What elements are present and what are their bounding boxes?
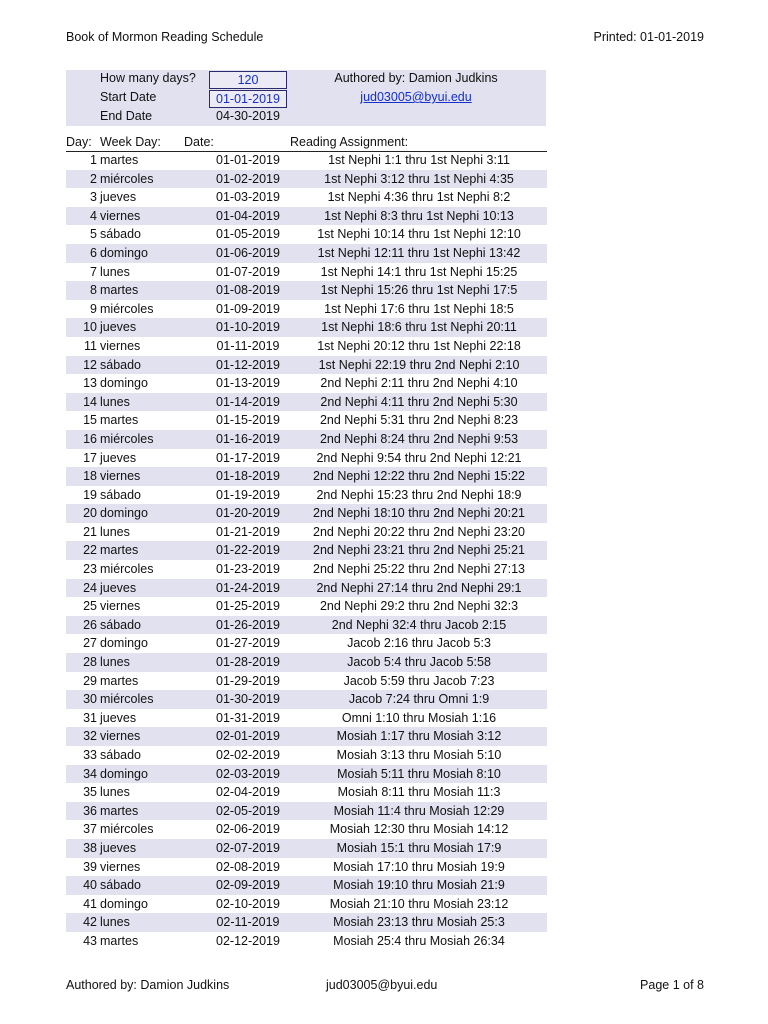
- table-row: [66, 876, 547, 895]
- start-date-label: Start Date: [100, 90, 157, 104]
- row-reading: Jacob 2:16 thru Jacob 5:3: [347, 636, 491, 651]
- table-row: [66, 541, 547, 560]
- row-reading: 2nd Nephi 23:21 thru 2nd Nephi 25:21: [313, 543, 525, 558]
- row-date: 02-05-2019: [216, 803, 280, 818]
- table-row: [66, 765, 547, 784]
- end-date-label: End Date: [100, 109, 153, 123]
- row-reading: 1st Nephi 18:6 thru 1st Nephi 20:11: [321, 320, 517, 335]
- row-weekday: martes: [100, 803, 139, 818]
- row-date: 01-06-2019: [216, 245, 280, 260]
- row-day: 36: [83, 803, 97, 818]
- row-day: 6: [90, 245, 97, 260]
- row-reading: Mosiah 23:13 thru Mosiah 25:3: [333, 915, 505, 930]
- row-date: 01-16-2019: [216, 431, 280, 446]
- table-row: [66, 597, 547, 616]
- row-weekday: martes: [100, 283, 139, 298]
- table-row: [66, 802, 547, 821]
- row-reading: Mosiah 8:11 thru Mosiah 11:3: [337, 785, 501, 800]
- row-reading: Mosiah 3:13 thru Mosiah 5:10: [336, 748, 502, 762]
- row-weekday: domingo: [100, 245, 148, 260]
- row-reading: 1st Nephi 14:1 thru 1st Nephi 15:25: [320, 264, 518, 279]
- row-weekday: domingo: [100, 376, 148, 391]
- footer-author: Authored by: Damion Judkins: [66, 978, 230, 992]
- row-day: 35: [83, 785, 97, 800]
- table-row: [66, 709, 547, 728]
- row-date: 01-14-2019: [216, 394, 280, 409]
- row-date: 01-25-2019: [216, 599, 280, 614]
- row-day: 34: [83, 766, 97, 781]
- table-row: [66, 634, 547, 653]
- row-date: 01-29-2019: [216, 673, 280, 688]
- row-date: 01-24-2019: [216, 580, 280, 595]
- col-day: Day:: [66, 135, 92, 149]
- printed-date: Printed: 01-01-2019: [593, 30, 704, 44]
- row-weekday: lunes: [100, 785, 130, 800]
- row-day: 17: [83, 450, 97, 465]
- row-reading: Mosiah 1:17 thru Mosiah 3:12: [336, 729, 502, 744]
- row-day: 38: [83, 840, 97, 855]
- table-row: [66, 727, 547, 746]
- row-day: 1: [90, 153, 97, 167]
- row-reading: 2nd Nephi 29:2 thru 2nd Nephi 32:3: [319, 599, 519, 614]
- row-date: 02-04-2019: [216, 785, 280, 800]
- table-row: [66, 560, 547, 579]
- row-date: 01-05-2019: [216, 227, 280, 242]
- row-weekday: miércoles: [100, 431, 154, 446]
- row-date: 01-11-2019: [216, 338, 280, 353]
- col-date: Date:: [184, 135, 214, 149]
- row-weekday: jueves: [100, 710, 137, 725]
- table-row: [66, 225, 547, 244]
- row-reading: 1st Nephi 3:12 thru 1st Nephi 4:35: [324, 171, 514, 186]
- row-date: 02-06-2019: [216, 822, 280, 837]
- row-day: 16: [83, 431, 97, 446]
- schedule-settings-panel: [66, 70, 546, 126]
- table-row: [66, 820, 547, 839]
- row-reading: 1st Nephi 10:14 thru 1st Nephi 12:10: [317, 227, 521, 242]
- row-reading: 1st Nephi 15:26 thru 1st Nephi 17:5: [320, 283, 518, 298]
- row-day: 41: [83, 896, 97, 911]
- row-reading: 2nd Nephi 32:4 thru Jacob 2:15: [331, 617, 507, 632]
- start-date-input[interactable]: 01-01-2019: [209, 90, 287, 108]
- table-row: [66, 263, 547, 282]
- row-day: 25: [83, 599, 97, 614]
- row-reading: Mosiah 5:11 thru Mosiah 8:10: [337, 766, 501, 781]
- row-day: 23: [83, 562, 97, 577]
- row-reading: 1st Nephi 1:1 thru 1st Nephi 3:11: [328, 153, 510, 167]
- row-day: 43: [83, 933, 97, 948]
- row-day: 5: [90, 227, 97, 242]
- table-row: [66, 430, 547, 449]
- row-date: 01-21-2019: [216, 524, 280, 539]
- row-weekday: viernes: [100, 338, 141, 353]
- row-reading: 2nd Nephi 9:54 thru 2nd Nephi 12:21: [316, 450, 522, 465]
- row-weekday: viernes: [100, 208, 141, 223]
- row-reading: Omni 1:10 thru Mosiah 1:16: [341, 710, 497, 725]
- row-reading: 2nd Nephi 20:22 thru 2nd Nephi 23:20: [313, 524, 525, 539]
- row-weekday: miércoles: [100, 301, 154, 316]
- row-weekday: lunes: [100, 394, 130, 409]
- row-reading: 1st Nephi 4:36 thru 1st Nephi 8:2: [327, 190, 511, 205]
- row-weekday: martes: [100, 413, 139, 428]
- row-weekday: sábado: [100, 227, 142, 242]
- author-name: Authored by: Damion Judkins: [334, 71, 498, 85]
- row-reading: 2nd Nephi 27:14 thru 2nd Nephi 29:1: [316, 580, 522, 595]
- row-weekday: domingo: [100, 636, 148, 651]
- document-title: Book of Mormon Reading Schedule: [66, 30, 264, 44]
- row-weekday: miércoles: [100, 822, 154, 837]
- row-reading: 2nd Nephi 25:22 thru 2nd Nephi 27:13: [313, 562, 525, 577]
- row-weekday: jueves: [100, 450, 137, 465]
- row-day: 37: [83, 822, 97, 837]
- row-weekday: sábado: [100, 357, 142, 372]
- column-headers: [66, 134, 547, 152]
- row-reading: 2nd Nephi 2:11 thru 2nd Nephi 4:10: [320, 376, 518, 391]
- table-row: [66, 337, 547, 356]
- row-date: 02-09-2019: [216, 878, 280, 893]
- row-reading: 1st Nephi 17:6 thru 1st Nephi 18:5: [324, 301, 514, 316]
- row-day: 11: [84, 338, 97, 353]
- row-weekday: sábado: [100, 617, 142, 632]
- table-row: [66, 746, 547, 765]
- row-weekday: jueves: [100, 320, 137, 335]
- row-reading: 2nd Nephi 18:10 thru 2nd Nephi 20:21: [313, 506, 525, 521]
- row-date: 01-08-2019: [216, 283, 280, 298]
- row-weekday: miércoles: [100, 171, 154, 186]
- row-day: 40: [83, 878, 97, 893]
- row-weekday: miércoles: [100, 692, 154, 707]
- row-day: 30: [83, 692, 97, 707]
- row-day: 28: [83, 655, 97, 670]
- row-date: 01-04-2019: [216, 208, 280, 223]
- row-date: 01-18-2019: [216, 469, 280, 484]
- table-row: [66, 318, 547, 337]
- table-row: [66, 690, 547, 709]
- row-reading: Jacob 5:59 thru Jacob 7:23: [343, 673, 495, 688]
- days-input[interactable]: 120: [209, 71, 287, 89]
- row-date: 01-30-2019: [216, 692, 280, 707]
- row-reading: Jacob 7:24 thru Omni 1:9: [348, 692, 490, 707]
- row-date: 01-10-2019: [216, 320, 280, 335]
- days-label: How many days?: [100, 71, 196, 85]
- row-weekday: miércoles: [100, 562, 154, 577]
- row-day: 15: [83, 413, 97, 428]
- row-date: 01-12-2019: [216, 357, 280, 372]
- row-weekday: domingo: [100, 896, 148, 911]
- table-row: [66, 895, 547, 914]
- row-day: 2: [90, 171, 97, 186]
- row-day: 32: [83, 729, 97, 744]
- row-weekday: jueves: [100, 840, 137, 855]
- table-row: [66, 523, 547, 542]
- col-weekday: Week Day:: [100, 135, 161, 149]
- row-day: 42: [83, 915, 97, 930]
- row-date: 02-01-2019: [216, 729, 280, 744]
- row-reading: 2nd Nephi 15:23 thru 2nd Nephi 18:9: [316, 487, 522, 502]
- row-day: 19: [83, 487, 97, 502]
- row-day: 12: [83, 357, 97, 372]
- row-reading: Mosiah 25:4 thru Mosiah 26:34: [333, 933, 505, 948]
- table-row: [66, 858, 547, 877]
- table-row: [66, 281, 547, 300]
- schedule-table: [66, 151, 547, 951]
- row-weekday: sábado: [100, 487, 142, 502]
- row-day: 33: [83, 748, 97, 762]
- row-date: 02-02-2019: [216, 748, 280, 762]
- table-row: [66, 579, 547, 598]
- row-date: 01-31-2019: [216, 710, 280, 725]
- row-day: 39: [83, 859, 97, 874]
- row-day: 22: [83, 543, 97, 558]
- row-date: 01-28-2019: [216, 655, 280, 670]
- row-day: 21: [83, 524, 97, 539]
- row-date: 01-15-2019: [216, 413, 280, 428]
- row-day: 24: [83, 580, 97, 595]
- row-weekday: domingo: [100, 506, 148, 521]
- row-weekday: viernes: [100, 859, 141, 874]
- row-reading: 2nd Nephi 4:11 thru 2nd Nephi 5:30: [320, 394, 518, 409]
- table-row: [66, 244, 547, 263]
- table-row: [66, 411, 547, 430]
- row-reading: 1st Nephi 8:3 thru 1st Nephi 10:13: [324, 208, 514, 223]
- row-day: 18: [83, 469, 97, 484]
- row-date: 01-09-2019: [216, 301, 280, 316]
- row-reading: 1st Nephi 20:12 thru 1st Nephi 22:18: [317, 338, 521, 353]
- row-weekday: domingo: [100, 766, 148, 781]
- row-weekday: lunes: [100, 655, 130, 670]
- row-day: 10: [83, 320, 97, 335]
- row-weekday: viernes: [100, 469, 141, 484]
- row-date: 01-20-2019: [216, 506, 280, 521]
- table-row: [66, 672, 547, 691]
- row-day: 3: [90, 190, 97, 205]
- row-weekday: jueves: [100, 580, 137, 595]
- row-day: 9: [90, 301, 97, 316]
- row-weekday: martes: [100, 933, 139, 948]
- row-date: 01-23-2019: [216, 562, 280, 577]
- table-row: [66, 151, 547, 170]
- row-reading: Mosiah 11:4 thru Mosiah 12:29: [333, 803, 505, 818]
- row-reading: Mosiah 21:10 thru Mosiah 23:12: [329, 896, 509, 911]
- row-date: 01-27-2019: [216, 636, 280, 651]
- row-weekday: lunes: [100, 524, 130, 539]
- row-date: 01-01-2019: [216, 153, 280, 167]
- row-date: 01-17-2019: [216, 450, 280, 465]
- footer-email: jud03005@byui.edu: [326, 978, 438, 992]
- page-number: Page 1 of 8: [640, 978, 704, 992]
- table-row: [66, 170, 547, 189]
- table-row: [66, 449, 547, 468]
- row-date: 01-22-2019: [216, 543, 280, 558]
- row-date: 01-02-2019: [216, 171, 280, 186]
- row-reading: Jacob 5:4 thru Jacob 5:58: [347, 655, 491, 670]
- row-date: 01-13-2019: [216, 376, 280, 391]
- author-email-link[interactable]: jud03005@byui.edu: [360, 90, 472, 104]
- row-day: 4: [90, 208, 97, 223]
- row-date: 01-26-2019: [216, 617, 280, 632]
- row-day: 20: [83, 506, 97, 521]
- table-row: [66, 467, 547, 486]
- row-weekday: viernes: [100, 599, 141, 614]
- table-row: [66, 504, 547, 523]
- row-reading: 2nd Nephi 5:31 thru 2nd Nephi 8:23: [319, 413, 519, 428]
- row-date: 02-11-2019: [216, 915, 280, 930]
- col-reading: Reading Assignment:: [290, 135, 409, 149]
- row-weekday: lunes: [100, 264, 130, 279]
- row-weekday: martes: [100, 543, 139, 558]
- row-day: 14: [83, 394, 97, 409]
- row-weekday: martes: [100, 153, 139, 167]
- table-row: [66, 783, 547, 802]
- row-reading: 2nd Nephi 12:22 thru 2nd Nephi 15:22: [313, 469, 525, 484]
- row-reading: 1st Nephi 22:19 thru 2nd Nephi 2:10: [318, 357, 520, 372]
- row-day: 13: [83, 376, 97, 391]
- table-row: [66, 913, 547, 932]
- row-day: 7: [90, 264, 97, 279]
- row-reading: Mosiah 15:1 thru Mosiah 17:9: [336, 840, 502, 855]
- row-date: 01-07-2019: [216, 264, 280, 279]
- table-row: [66, 374, 547, 393]
- row-date: 02-12-2019: [216, 933, 280, 948]
- table-row: [66, 207, 547, 226]
- table-row: [66, 653, 547, 672]
- row-date: 02-08-2019: [216, 859, 280, 874]
- table-row: [66, 300, 547, 319]
- row-date: 02-03-2019: [216, 766, 280, 781]
- row-reading: 2nd Nephi 8:24 thru 2nd Nephi 9:53: [319, 431, 519, 446]
- row-weekday: martes: [100, 673, 139, 688]
- row-day: 31: [83, 710, 97, 725]
- table-row: [66, 839, 547, 858]
- row-reading: 1st Nephi 12:11 thru 1st Nephi 13:42: [317, 245, 521, 260]
- table-row: [66, 188, 547, 207]
- row-day: 8: [90, 283, 97, 298]
- row-weekday: sábado: [100, 748, 142, 762]
- row-day: 29: [83, 673, 97, 688]
- table-row: [66, 486, 547, 505]
- row-day: 26: [83, 617, 97, 632]
- row-date: 01-03-2019: [216, 190, 280, 205]
- table-row: [66, 356, 547, 375]
- row-date: 01-19-2019: [216, 487, 280, 502]
- row-weekday: lunes: [100, 915, 130, 930]
- table-row: [66, 393, 547, 412]
- row-reading: Mosiah 17:10 thru Mosiah 19:9: [333, 859, 505, 874]
- row-weekday: jueves: [100, 190, 137, 205]
- row-reading: Mosiah 19:10 thru Mosiah 21:9: [333, 878, 505, 893]
- row-reading: Mosiah 12:30 thru Mosiah 14:12: [329, 822, 509, 837]
- row-weekday: sábado: [100, 878, 142, 893]
- table-row: [66, 616, 547, 635]
- table-row: [66, 932, 547, 951]
- end-date-value: 04-30-2019: [216, 109, 280, 123]
- row-day: 27: [83, 636, 97, 651]
- row-weekday: viernes: [100, 729, 141, 744]
- row-date: 02-10-2019: [216, 896, 280, 911]
- row-date: 02-07-2019: [216, 840, 280, 855]
